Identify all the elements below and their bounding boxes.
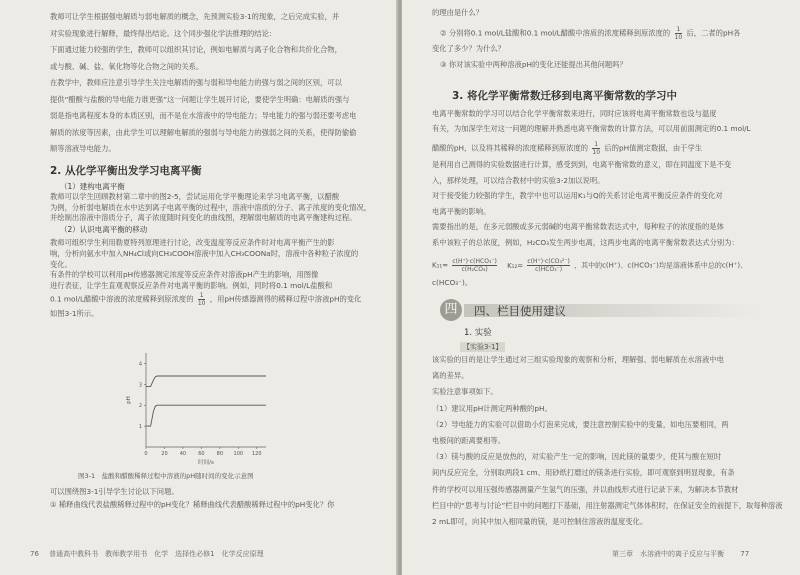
section-2-heading: 2. 从化学平衡出发学习电离平衡	[50, 165, 202, 177]
fraction-numerator: 1	[199, 292, 204, 299]
paragraph-line: 下面通过能力较强的学生，教师可以组织其讨论，例如电解质与离子化合物和共价化合物，	[50, 45, 342, 54]
fraction-denominator: c(H₂CO₃)	[461, 266, 488, 273]
paragraph-line: c(HCO₃⁻)。	[432, 278, 473, 287]
question-line: ③ 你对该实验中两种溶液pH的变化还能提出其他问题吗？	[440, 60, 627, 69]
paragraph-line: 教师可让学生根据强电解质与弱电解质的概念，先预测实验3-1的现象，之后完成实验，并	[50, 12, 340, 21]
paragraph-line: （2）导电能力的实验可以借助小灯泡来完成，要注意控制实验中的变量，如电压要相同，两	[432, 419, 729, 429]
banner-title: 四、栏目使用建议	[474, 304, 566, 318]
text-fragment: ，用pH传感器测得的稀释过程中溶液pH的变化	[209, 294, 362, 304]
fraction-numerator: 1	[676, 26, 681, 33]
fraction	[198, 292, 206, 307]
left-page	[0, 0, 398, 575]
paragraph-line: 是利用自己测得的实验数据进行计算，感受到到，电离平衡常数的意义，即在同温度下是不变	[432, 160, 732, 169]
x-axis-label: 时间/s	[198, 460, 214, 466]
paragraph-line: 电离平衡常数的学习可以结合化学平衡常数来进行，同时应该将电离平衡常数也设与温度	[432, 109, 717, 118]
ka2-label: K₁₂=	[507, 261, 524, 270]
ka1-fraction	[452, 258, 497, 273]
paragraph-line: 需要指出的是，在多元弱酸或多元弱碱的电离平衡常数表达式中，每种粒子的浓度指的是体	[432, 222, 724, 231]
fraction	[592, 141, 600, 156]
paragraph-line: 对实验现象进行解释，最终得出结论。这个同步强化学法推理的结论：	[50, 28, 277, 38]
series-line-0	[146, 376, 266, 386]
right-page	[402, 0, 800, 575]
text-fragment: 醋酸的pH，以及将其稀释的浓度稀释到原浓度的	[432, 143, 589, 153]
paragraph-line: 解质的浓度等因素，由此学生可以理解电解质的强弱与导电能力的强弱之间的关系，使得防偷偷	[50, 127, 357, 137]
subsection-heading: （2）认识电离平衡的移动	[60, 225, 148, 234]
chapter-label: 第三章 水溶液中的离子反应与平衡	[612, 550, 724, 558]
text-fragment: 后的pH值测定数据，由于学生	[604, 143, 703, 153]
x-tick-label: 20	[161, 451, 168, 457]
figure-caption: 图3-1 盐酸和醋酸稀释过程中溶液的pH随时间的变化示意图	[78, 472, 254, 480]
paragraph-line: 对于接受能力较强的学生，教学中也可以运用K₁与Q的关系讨论电离平衡反应条件的变化对	[432, 191, 723, 200]
series-line-1	[146, 405, 266, 426]
paragraph-line: 提供“醋酸与盐酸的导电能力谁更强”这一问题让学生展开讨论，要使学生明确：电解质的强与	[50, 94, 350, 104]
paragraph-line: 电离平衡的影响。	[432, 206, 491, 216]
experiment-tag: 【实验3-1】	[460, 342, 505, 352]
paragraph-line: 实验注意事项如下。	[432, 387, 498, 397]
paragraph-line: （1）建议用pH计测定两种酸的pH。	[432, 403, 552, 413]
x-tick-label: 80	[216, 451, 224, 457]
equilibrium-equation	[432, 258, 747, 273]
ph-line-chart	[124, 345, 274, 467]
paragraph-line: 响，分析向氨水中加入NH₄Cl或向CH₃COOH溶液中加入CH₃COONa时，溶液中各种粒子浓度的	[50, 248, 359, 258]
paragraph-line: 的理由是什么？	[432, 8, 484, 17]
paragraph-line: 变化。	[50, 259, 72, 269]
paragraph-line: 可以围绕图3-1引导学生讨论以下问题。	[50, 487, 179, 496]
paragraph-line: 进行表征，让学生直观观察反应条件对电离平衡的影响。例如，同时将0.1 mol/L盐酸和	[50, 281, 333, 291]
paragraph-line: 为例，分析弱电解质在水中达到离子电离平衡的过程中，溶液中溶质的分子、离子浓度的变化情况，	[50, 202, 372, 212]
paragraph-line: 并绘制出溶液中溶质分子，离子浓度随时间变化的曲线图，理解弱电解质的电离平衡建构过程。	[50, 213, 357, 222]
y-axis-label: pH	[126, 396, 132, 404]
subsection-heading: 1. 实验	[464, 328, 492, 338]
x-tick-label: 60	[198, 451, 205, 457]
paragraph-line	[432, 141, 702, 156]
fraction-numerator: 1	[594, 141, 599, 148]
x-tick-label: 120	[251, 451, 262, 457]
y-tick-label: 4	[138, 361, 142, 368]
paragraph-line: 教师可组织学生利用勒夏特列原理进行讨论，改变温度等反应条件时对电离平衡产生的影	[50, 238, 335, 247]
paragraph-line: 变化了多少？为什么？	[432, 44, 505, 53]
paragraph-line: ① 稀释曲线代表盐酸稀释过程中的pH变化？稀释曲线代表醋酸稀释过程中的pH变化？你	[50, 500, 335, 509]
paragraph-line: 电极间的距离要相等。	[432, 436, 505, 445]
fraction-numerator: c(H⁺)·c(CO₃²⁻)	[527, 258, 570, 265]
page-number: 76	[30, 550, 39, 558]
subsection-heading: （1）建构电离平衡	[60, 182, 125, 191]
paragraph-line: （3）镁与酸的反应是放热的，对实验产生一定的影响，因此镁的量要少，使其与酸在短时	[432, 452, 722, 462]
paragraph-line: 顺等溶液导电能力。	[50, 144, 116, 153]
paragraph-line: 在教学中，教师应注意引导学生关注电解质的强与弱和导电能力的强与弱之间的区别，可以	[50, 78, 342, 87]
fraction-denominator: 10	[197, 300, 206, 307]
y-tick-label: 3	[138, 382, 142, 389]
fraction	[675, 26, 683, 41]
paragraph-line: 入，那样处理，可以结合教材中的实验3-2加以说明。	[432, 175, 605, 185]
page-footer-right	[612, 549, 749, 559]
paragraph-line: 件的学校可以用压强传感器测量产生氢气的压强，并以曲线形式进行记录下来，为解决本节教材	[432, 484, 739, 494]
paragraph-line: 离的差异。	[432, 371, 469, 381]
y-tick-label: 2	[138, 403, 142, 410]
paragraph-line: 教师可以学生回顾教材第二章中的图2-5，尝试运用化学平衡理论来学习电离平衡，以醋酸	[50, 192, 340, 201]
paragraph-line: 2 mL即可，向其中加入相同量的镁，是可控制住溶液的温度变化。	[432, 517, 648, 526]
paragraph-line: 弱是指电离程度本身的本质区别，而不是在水溶液中的导电能力；导电能力的强与弱还要考虑电	[50, 111, 357, 120]
x-tick-label: 100	[233, 451, 244, 457]
paragraph-line: 间内反应完全，分别取两段1 cm、用砂纸打磨过的镁条进行实验，即可观察到明显现象，有条	[432, 468, 735, 478]
banner-number-badge: 四	[440, 299, 462, 321]
text-fragment: ② 分别将0.1 mol/L盐酸和0.1 mol/L醋酸中溶质的浓度稀释到原浓度的	[440, 28, 671, 38]
x-tick-label: 40	[179, 451, 187, 457]
paragraph-line: 有关，为加深学生对这一问题的理解并熟悉电离平衡常数的计算方法，可以用前面测定的0.1 mol/L	[432, 124, 751, 133]
ka2-fraction	[527, 258, 569, 273]
fraction-denominator: c(HCO₃⁻)	[535, 266, 563, 273]
section-banner	[440, 300, 758, 320]
page-footer-left	[30, 549, 264, 559]
section-3-heading: 3. 将化学平衡常数迁移到电离平衡常数的学习中	[452, 90, 677, 102]
paragraph-line: 系中该粒子的总浓度，例如，H₂CO₃发生两步电离，这两步电离的电离平衡常数表达式分别为：	[432, 237, 739, 247]
y-tick-label: 1	[138, 424, 142, 431]
paragraph-line: 有条件的学校可以利用pH传感器测定浓度等反应条件对溶液pH产生的影响，用图像	[50, 270, 319, 280]
fraction-denominator: 10	[674, 34, 683, 41]
paragraph-line: 如图3-1所示。	[50, 309, 99, 318]
paragraph-line: 该实验的目的是让学生通过对三组实验现象的观察和分析，理解强、弱电解质在水溶液中电	[432, 355, 724, 364]
ka1-label: K₁₁=	[432, 261, 449, 270]
fraction-numerator: c(H⁺)·c(HCO₃⁻)	[452, 258, 497, 265]
text-fragment: ，其中的c(H⁺)、c(HCO₃⁻)均是溶液体系中总的c(H⁺)、	[574, 261, 748, 270]
text-fragment: 0.1 mol/L醋酸中溶液的浓度稀释到原浓度的	[50, 294, 194, 304]
paragraph-line: 或与酸、碱、盐、氧化物等化合物之间的关系。	[50, 61, 204, 71]
paragraph-line	[50, 292, 361, 307]
question-line	[440, 26, 740, 41]
fraction-denominator: 10	[592, 149, 601, 156]
footer-text: 普通高中教科书 教师教学用书 化学 选择性必修1 化学反应原理	[49, 550, 264, 558]
paragraph-line: 栏目中的“思考与讨论”栏目中的问题打下基础，用注射器测定气体体积时，在保证安全的前提下，取每种溶液	[432, 500, 783, 510]
text-fragment: 后，二者的pH各	[686, 28, 741, 38]
x-tick-label: 0	[144, 451, 148, 457]
page-number: 77	[740, 550, 750, 558]
